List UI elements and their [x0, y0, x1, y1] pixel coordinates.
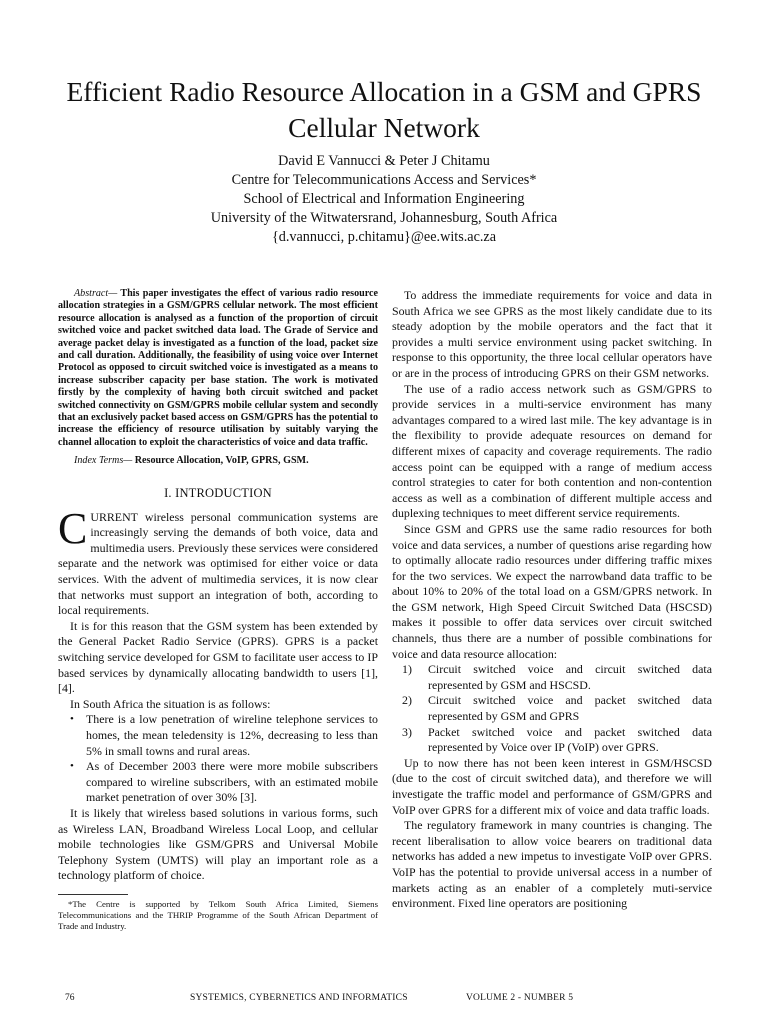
index-terms-text: Resource Allocation, VoIP, GPRS, GSM.: [132, 455, 309, 467]
author-emails: {d.vannucci, p.chitamu}@ee.wits.ac.za: [271, 229, 497, 245]
list-item: [402, 693, 712, 724]
paper-title: Efficient Radio Resource Allocation in a GSM and GPRS Cellular Network: [66, 76, 702, 143]
list-item-text: There is a low penetration of wireline telephone services to homes, the mean teledensity is 12%, decreasing to less than 5% in small towns and rural areas.: [86, 712, 378, 758]
left-column: [58, 288, 378, 932]
abstract-lead: Abstract—: [74, 288, 118, 299]
abstract-text: This paper investigates the effect of various radio resource allocation strategies in a GSM/GPRS cellular network. The most efficient resource allocation is analysed as a function of the proportion of circuit switched voice and packet switched data load. The Grade of Service and average packet delay is investigated as a function of the load, packet size and call duration. Additionally, the feasibility of using voice over Internet Protocol as opposed to circuit switched voice is investigated as a means to increase subscriber capacity per base station. The work is motivated firstly by the complexity of having both circuit switched and packet switched connectivity on GSM/GPRS mobile cellular system and secondly that an exclusively packet based access on GSM/GPRS has the potential to increase the efficiency of resource utilisation by suitably varying the channel allocation to exploit the characteristics of voice and data traffic.: [58, 288, 378, 448]
drop-cap-word: URRENT: [90, 509, 138, 524]
list-item: [70, 712, 378, 759]
list-number: 1): [402, 662, 412, 677]
right-paragraph-4: Up to now there has not been keen interest in GSM/HSCSD (due to the cost of circuit switched data), and therefore we will investigate the traffic model and performance of GSM/GPRS and VoIP over GPRS for a different mix of voice and data traffic loads.: [392, 755, 712, 817]
index-terms: [58, 455, 378, 467]
list-number: 3): [402, 724, 412, 739]
index-terms-lead: Index Terms—: [74, 455, 133, 467]
bullet-icon: •: [70, 760, 74, 773]
allocation-options-list: [392, 662, 712, 756]
right-paragraph-2: The use of a radio access network such as GSM/GPRS to provide services in a multi-service environment has many advantages compared to a wired last mile. The key advantage is in the flexibility to provide adequate resources on demand for different mixes of capacity and coverage requirements. The radio access point can be equipped with a range of medium access control strategies to cater for both contention and non-contention access as well as a combination of different multiple access and duplexing techniques to meet different service requirements.: [392, 381, 712, 521]
abstract: [58, 288, 378, 449]
affiliation-school: School of Electrical and Information Engineering: [243, 191, 525, 207]
list-item: [402, 662, 712, 693]
bullet-icon: •: [70, 713, 74, 726]
list-item-text: Circuit switched voice and circuit switched data represented by GSM and HSCSD.: [428, 662, 712, 692]
affiliation-centre: Centre for Telecommunications Access and Services*: [231, 172, 537, 188]
right-paragraph-3: Since GSM and GPRS use the same radio resources for both voice and data services, a number of questions arise regarding how to optimally allocate radio resources under differing traffic mixes for the two services. We expect the narrowband data traffic to be about 10% to 20% of the total load on a GSM/GPRS network. In the GSM network, High Speed Circuit Switched Data (HSCSD) makes it possible to offer data services over circuit switched channels, thus there are a number of possible combinations for voice and data resource allocation:: [392, 521, 712, 661]
footnote-divider: [58, 894, 128, 895]
list-item: [402, 724, 712, 756]
intro-paragraph-2: It is for this reason that the GSM system has been extended by the General Packet Radio Service (GPRS). GPRS is a packet switching service developed for GSM to facilitate user access to IP based services by dynamically allocating bandwidth to users [1],[4].: [58, 618, 378, 696]
affiliation-university: University of the Witwatersrand, Johannesburg, South Africa: [210, 210, 558, 226]
page-number: 76: [65, 993, 75, 1003]
list-number: 2): [402, 693, 412, 708]
author-block: [90, 152, 678, 247]
list-item-text: Packet switched voice and packet switched data represented by Voice over IP (VoIP) over GPRS.: [428, 724, 712, 755]
volume-number: VOLUME 2 - NUMBER 5: [466, 993, 574, 1003]
list-item-text: As of December 2003 there were more mobile subscribers compared to wireline subscribers, with an estimated mobile market penetration of over 30% [3].: [86, 759, 378, 805]
right-paragraph-1: To address the immediate requirements for voice and data in South Africa we see GPRS as the most likely candidate due to its steady adoption by the mobile operators and the fact that it provides a multi service environment using packet switching. In response to this opportunity, the three local cellular operators have or are in the process of introducing GPRS on their GSM networks.: [392, 288, 712, 380]
footnote: *The Centre is supported by Telkom South Africa Limited, Siemens Telecommunications and the THRIP Programme of the South African Department of Trade and Industry.: [58, 898, 378, 931]
intro-paragraph-4: It is likely that wireless based solutions in various forms, such as Wireless LAN, Broadband Wireless Local Loop, and cellular mobile technologies like GSM/GPRS and Universal Mobile Telephony System (UMTS) will play an important role as a technology platform of choice.: [58, 805, 378, 883]
intro-paragraph-3: In South Africa the situation is as follows:: [70, 696, 271, 711]
intro-paragraph-1-text: wireless personal communication systems are increasingly serving the demands of both voice, data and multimedia users. Previously these services were considered separate and the network was optimised for either voice or data services. With the advent of multimedia services, it is now clear that networks must support an integration of both, according to local requirements.: [58, 509, 378, 618]
journal-name: SYSTEMICS, CYBERNETICS AND INFORMATICS: [190, 993, 408, 1003]
section-heading-introduction: I. INTRODUCTION: [164, 485, 272, 500]
list-item-text: Circuit switched voice and packet switched data represented by GSM and GPRS: [428, 693, 712, 724]
intro-paragraph-1: [58, 503, 378, 619]
list-item: [70, 759, 378, 806]
drop-cap: C: [58, 503, 88, 553]
right-paragraph-5: The regulatory framework in many countries is changing. The recent liberalisation to allow voice bearers on traditional data networks has added a new impetus to investigate VoIP over GPRS. VoIP has the potential to provide universal access in a number of markets acting as an enabler of a completely muti-service environment. Fixed line operators are positioning: [392, 818, 712, 911]
author-names: David E Vannucci & Peter J Chitamu: [278, 153, 490, 169]
south-africa-bullet-list: [58, 712, 378, 806]
right-column: [392, 288, 712, 912]
